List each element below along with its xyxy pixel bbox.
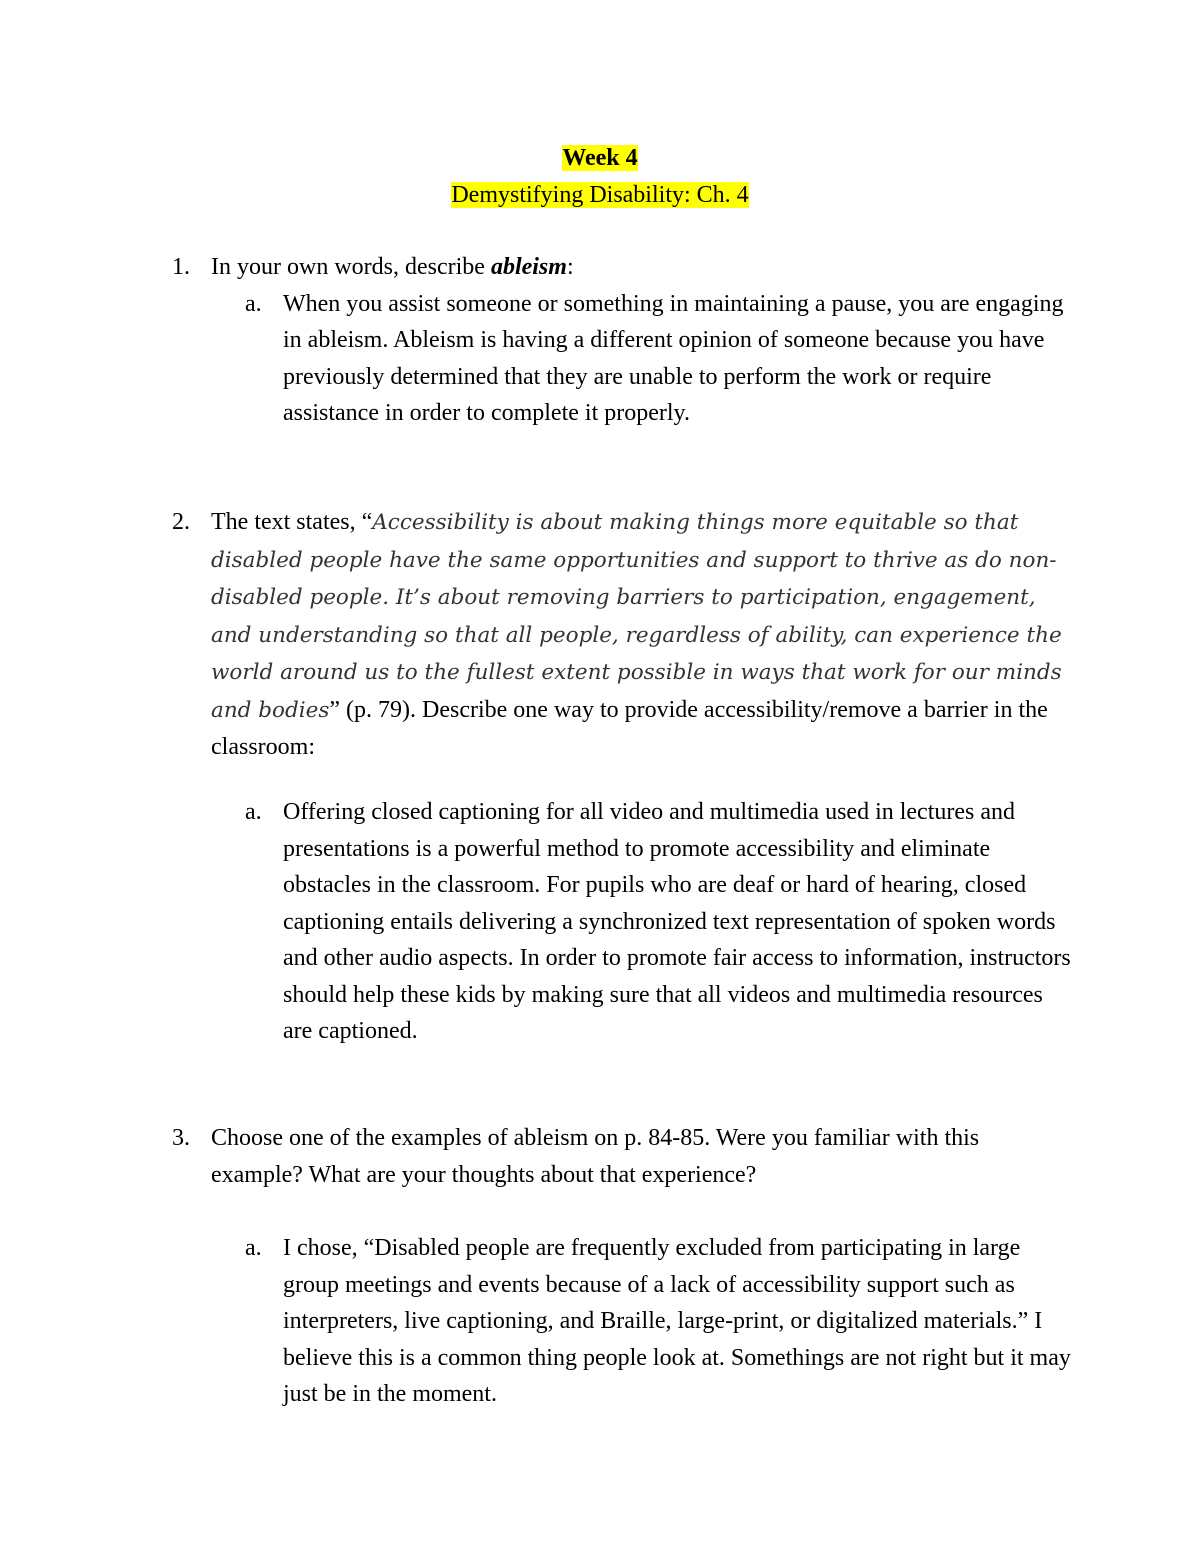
answer-1-letter: a. [245,290,262,317]
question-2-quote: Accessibility is about making things more equitable so that disabled people have the same opportunities and support to thrive as do non-disabled people. It’s about removing barriers to participation, engagement, and understanding so that all people, regardless of ability, can experience the world around us to the fullest extent possible in ways that work for our minds and bodies [211,510,1062,723]
question-2-prompt [211,504,1071,766]
question-3-prompt: Choose one of the examples of ableism on p. 84-85. Were you familiar with this example? What are your thoughts about that experience? [211,1125,980,1188]
question-1-number: 1. [172,254,190,280]
answer-2-text: Offering closed captioning for all video and multimedia used in lectures and presentations is a powerful method to promote accessibility and eliminate obstacles in the classroom. For pupils who are deaf or hard of hearing, closed captioning entails delivering a synchronized text representation of spoken words and other audio aspects. In order to promote fair access to information, instructors should help these kids by making sure that all videos and multimedia resources are captioned. [283,799,1071,1044]
chapter-title: Demystifying Disability: Ch. 4 [451,182,749,208]
question-1-prompt-before: In your own words, describe [211,254,491,280]
question-1-term: ableism [490,254,567,280]
answer-3-letter: a. [245,1235,262,1261]
week-title: Week 4 [562,145,638,171]
question-2-prompt-after: ” (p. 79). Describe one way to provide accessibility/remove a barrier in the classroom: [211,696,1048,760]
question-1-prompt-after: : [566,254,574,280]
question-2-number: 2. [172,509,190,535]
answer-3-text: I chose, “Disabled people are frequently excluded from participating in large group meetings and events because of a lack of accessibility support such as interpreters, live captioning, and Braille, large-print, or digitalized materials.” I believe this is a common thing people look at. Somethings are not right but it may just be in the moment. [283,1235,1071,1407]
answer-2-letter: a. [245,799,262,825]
answer-1-text: When you assist someone or something in maintaining a pause, you are engaging in ableism. Ableism is having a different opinion of someone because you have previously determined that they are unable to perform the work or require assistance in order to complete it properly. [283,290,1064,426]
question-1-prompt [211,249,1071,286]
question-2-prompt-before: The text states, “ [211,509,373,535]
document-title-block [0,140,1200,214]
question-3-number: 3. [172,1125,190,1151]
